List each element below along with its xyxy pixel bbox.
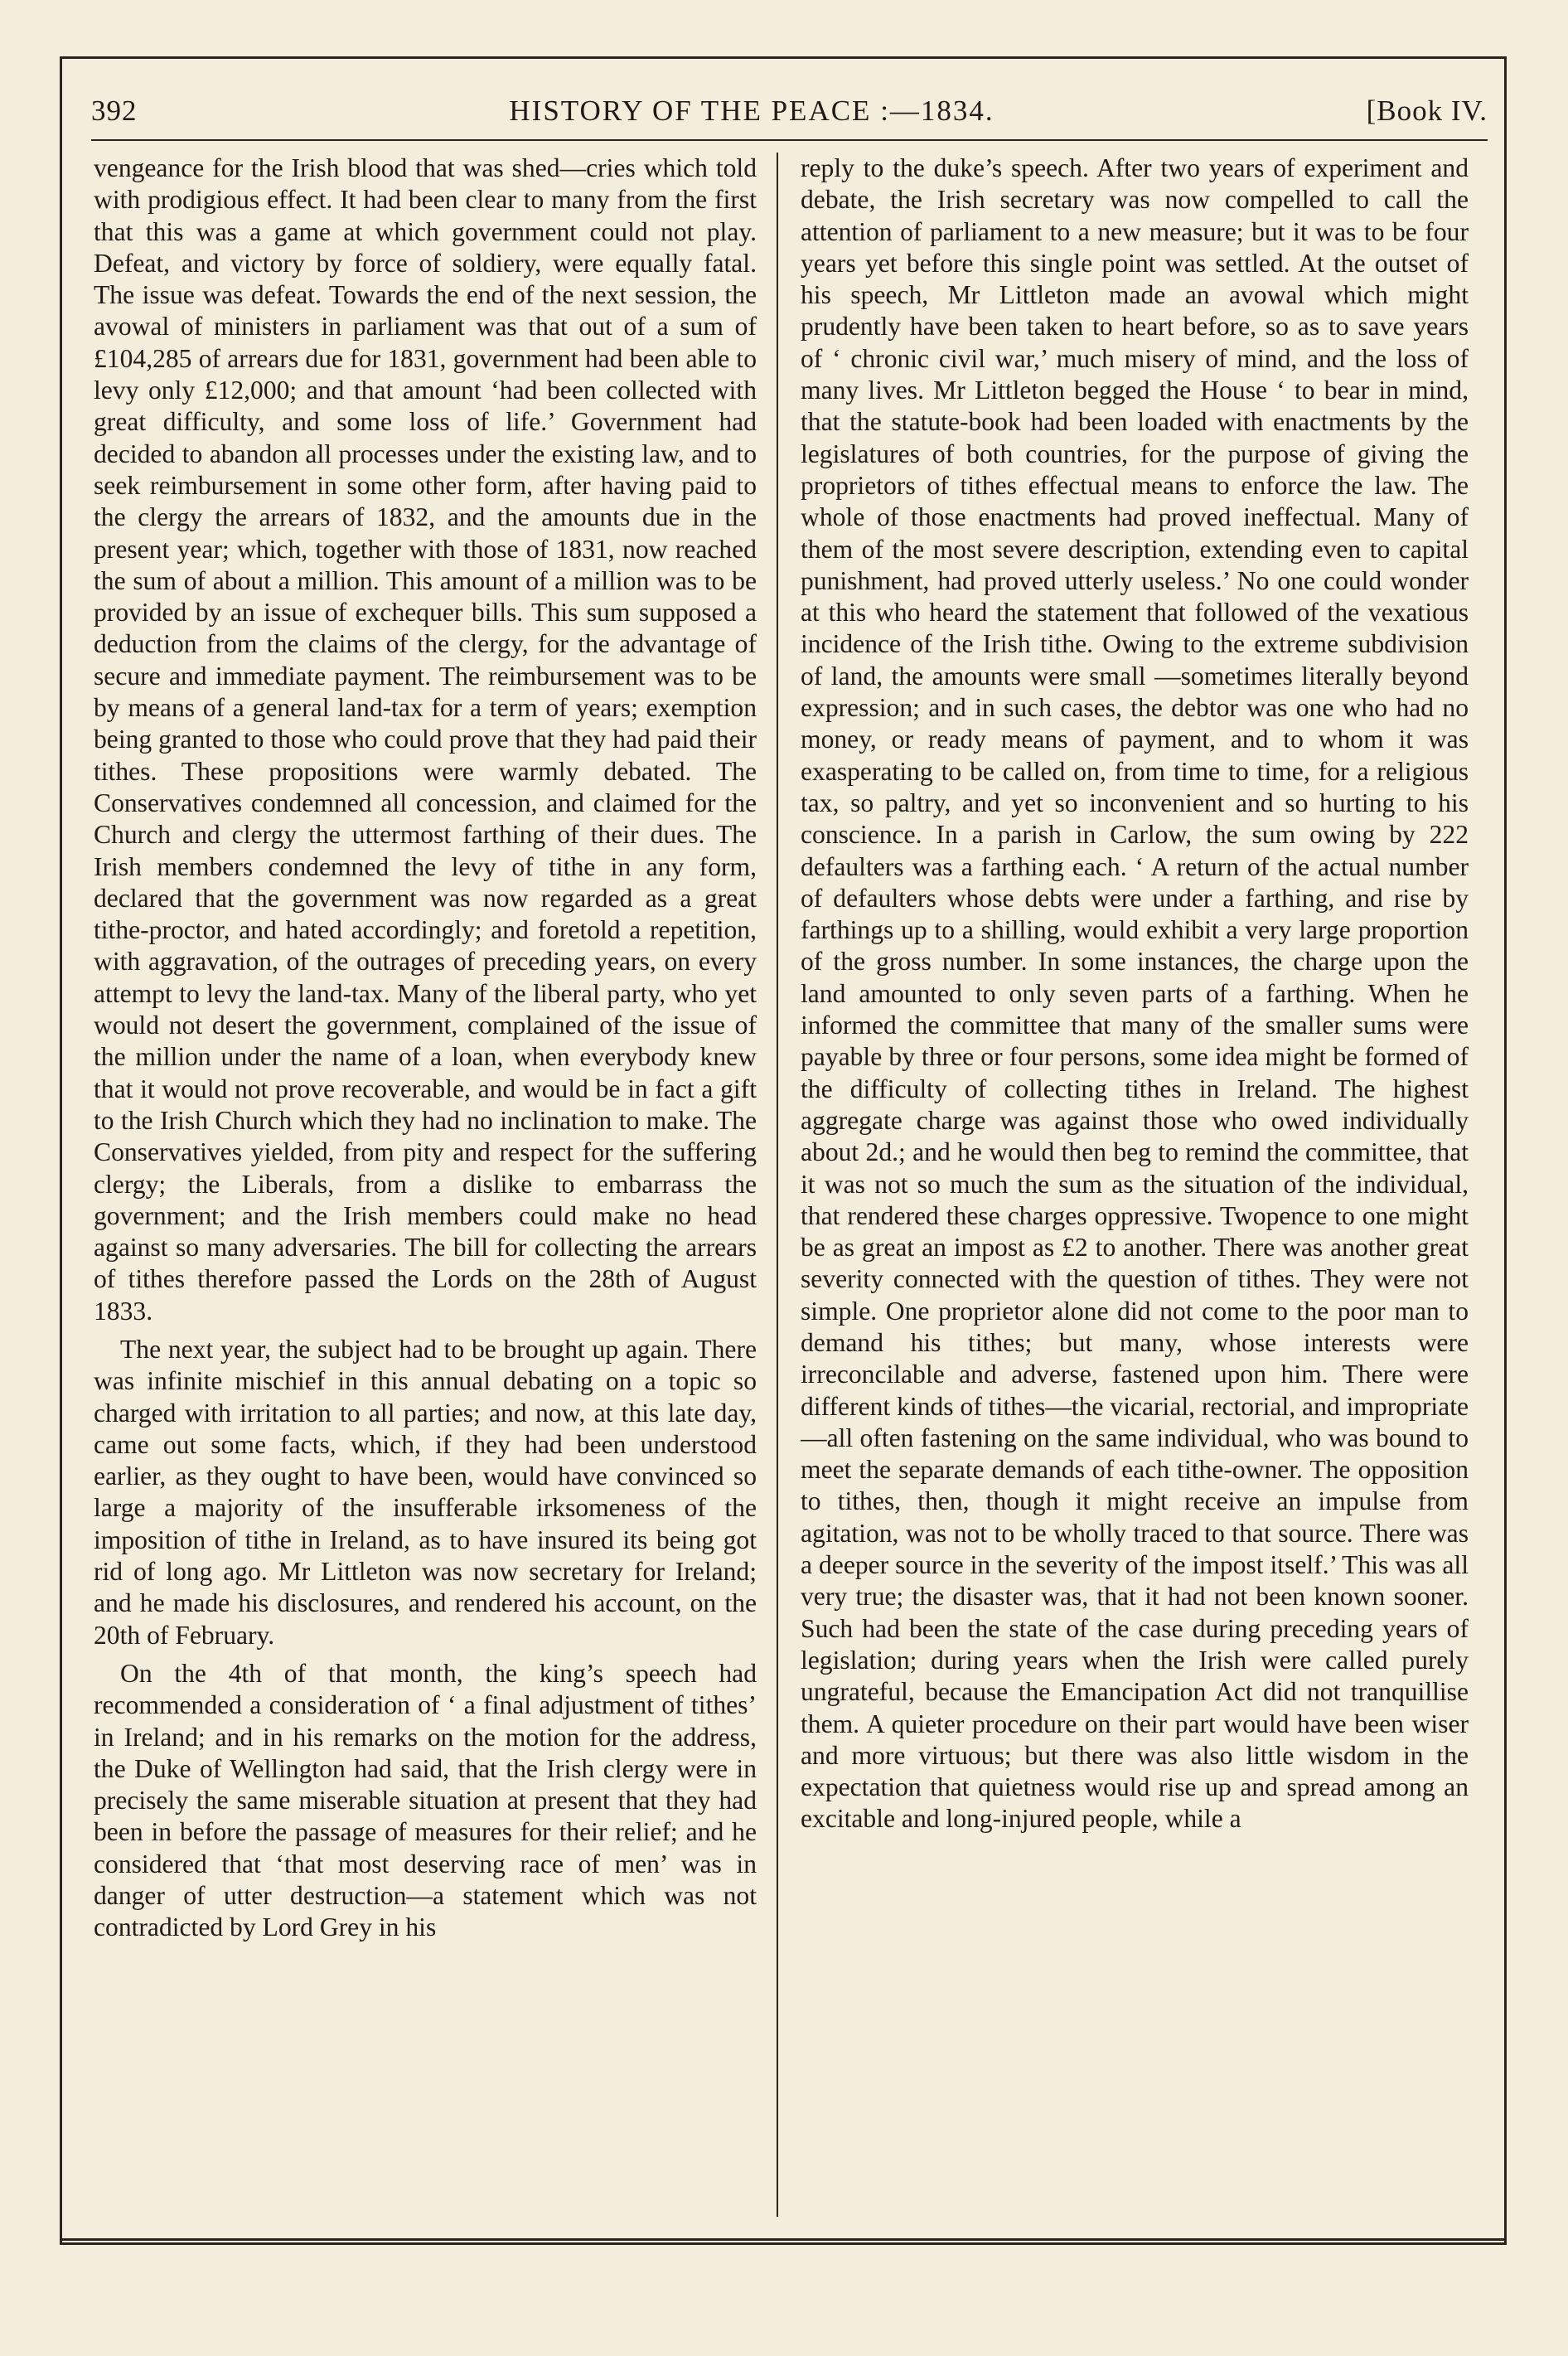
right-column xyxy=(801,153,1469,2225)
page-number: 392 xyxy=(91,95,138,127)
book-label: [Book IV. xyxy=(1366,95,1488,127)
running-title: HISTORY OF THE PEACE :—1834. xyxy=(509,95,995,127)
column-divider xyxy=(777,153,778,2217)
bottom-rule xyxy=(60,2238,1507,2241)
paragraph: vengeance for the Irish blood that was shed—cries which told with prodigious effect. It had been clear to many from the first that this was a game at which government could not play. Defeat, and victory by force of soldiery, were equally fatal. The issue was defeat. Towards the end of the next session, the avowal of ministers in parliament was that out of a sum of £104,285 of arrears due for 1831, government had been able to levy only £12,000; and that amount ‘had been collected with great difficulty, and some loss of life.’ Government had decided to abandon all processes under the existing law, and to seek reimbursement in some other form, after having paid to the clergy the arrears of 1832, and the amounts due in the present year; which, together with those of 1831, now reached the sum of about a million. This amount of a million was to be provided by an issue of exchequer bills. This sum supposed a deduction from the claims of the clergy, for the advantage of secure and immediate payment. The reimbursement was to be by means of a general land-tax for a term of years; exemption being granted to those who could prove that they had paid their tithes. These propositions were warmly debated. The Conservatives condemned all concession, and claimed for the Church and clergy the uttermost farthing of their dues. The Irish members condemned the levy of tithe in any form, declared that the government was now regarded as a great tithe-proctor, and hated accordingly; and foretold a repetition, with aggravation, of the outrages of preceding years, on every attempt to levy the land-tax. Many of the liberal party, who yet would not desert the government, complained of the issue of the million under the name of a loan, when everybody knew that it would not prove recoverable, and would be in fact a gift to the Irish Church which they had no inclination to make. The Conservatives yielded, from pity and respect for the suffering clergy; the Liberals, from a dislike to embarrass the government; and the Irish members could make no head against so many adversaries. The bill for collecting the arrears of tithes therefore passed the Lords on the 28th of August 1833. xyxy=(94,153,757,1326)
paragraph: The next year, the subject had to be brought up again. There was infinite mischief in this annual debating on a topic so charged with irritation to all parties; and now, at this late day, came out some facts, which, if they had been understood earlier, as they ought to have been, would have convinced so large a majority of the insufferable irksomeness of the imposition of tithe in Ireland, as to have insured its being got rid of long ago. Mr Littleton was now secretary for Ireland; and he made his disclosures, and rendered his account, on the 20th of February. xyxy=(94,1334,757,1650)
paragraph: On the 4th of that month, the king’s speech had recommended a consideration of ‘ a final adjustment of tithes’ in Ireland; and in his remarks on the motion for the address, the Duke of Wellington had said, that the Irish clergy were in precisely the same miserable situation at present that they had been in before the passage of measures for their relief; and he considered that ‘that most deserving race of men’ was in danger of utter destruction—a statement which was not contradicted by Lord Grey in his xyxy=(94,1658,757,1942)
left-column xyxy=(94,153,757,2225)
paragraph: reply to the duke’s speech. After two years of experiment and debate, the Irish secretary was now compelled to call the attention of parliament to a new measure; but it was to be four years yet before this single point was settled. At the outset of his speech, Mr Littleton made an avowal which might prudently have been taken to heart before, so as to save years of ‘ chronic civil war,’ much misery of mind, and the loss of many lives. Mr Littleton begged the House ‘ to bear in mind, that the statute-book had been loaded with enactments by the legislatures of both countries, for the purpose of giving the proprietors of tithes effectual means to enforce the law. The whole of those enactments had proved ineffectual. Many of them of the most severe description, extending even to capital punishment, had proved utterly useless.’ No one could wonder at this who heard the statement that followed of the vexatious incidence of the Irish tithe. Owing to the extreme subdivision of land, the amounts were small —sometimes literally beyond expression; and in such cases, the debtor was one who had no money, or ready means of payment, and to whom it was exasperating to be called on, from time to time, for a religious tax, so paltry, and yet so inconvenient and so hurting to his conscience. In a parish in Carlow, the sum owing by 222 defaulters was a farthing each. ‘ A return of the actual number of defaulters whose debts were under a farthing, and rise by farthings up to a shilling, would exhibit a very large proportion of the gross number. In some instances, the charge upon the land amounted to only seven parts of a farthing. When he informed the committee that many of the smaller sums were payable by three or four persons, some idea might be formed of the difficulty of collecting tithes in Ireland. The highest aggregate charge was against those who owed individually about 2d.; and he would then beg to remind the committee, that it was not so much the sum as the situation of the individual, that rendered these charges oppressive. Twopence to one might be as great an impost as £2 to another. There was another great severity connected with the question of tithes. They were not simple. One proprietor alone did not come to the poor man to demand his tithes; but many, whose interests were irreconcilable and adverse, fastened upon him. There were different kinds of tithes—the vicarial, rectorial, and impropriate—all often fastening on the same individual, who was bound to meet the separate demands of each tithe-owner. The opposition to tithes, then, though it might receive an impulse from agitation, was not to be wholly traced to that source. There was a deeper source in the severity of the impost itself.’ This was all very true; the disaster was, that it had not been known sooner. Such had been the state of the case during preceding years of legislation; during years when the Irish were called purely ungrateful, because the Emancipation Act did not tranquillise them. A quieter procedure on their part would have been wiser and more virtuous; but there was also little wisdom in the expectation that quietness would rise up and spread among an excitable and long-injured people, while a xyxy=(801,153,1469,1834)
running-header xyxy=(91,83,1488,141)
